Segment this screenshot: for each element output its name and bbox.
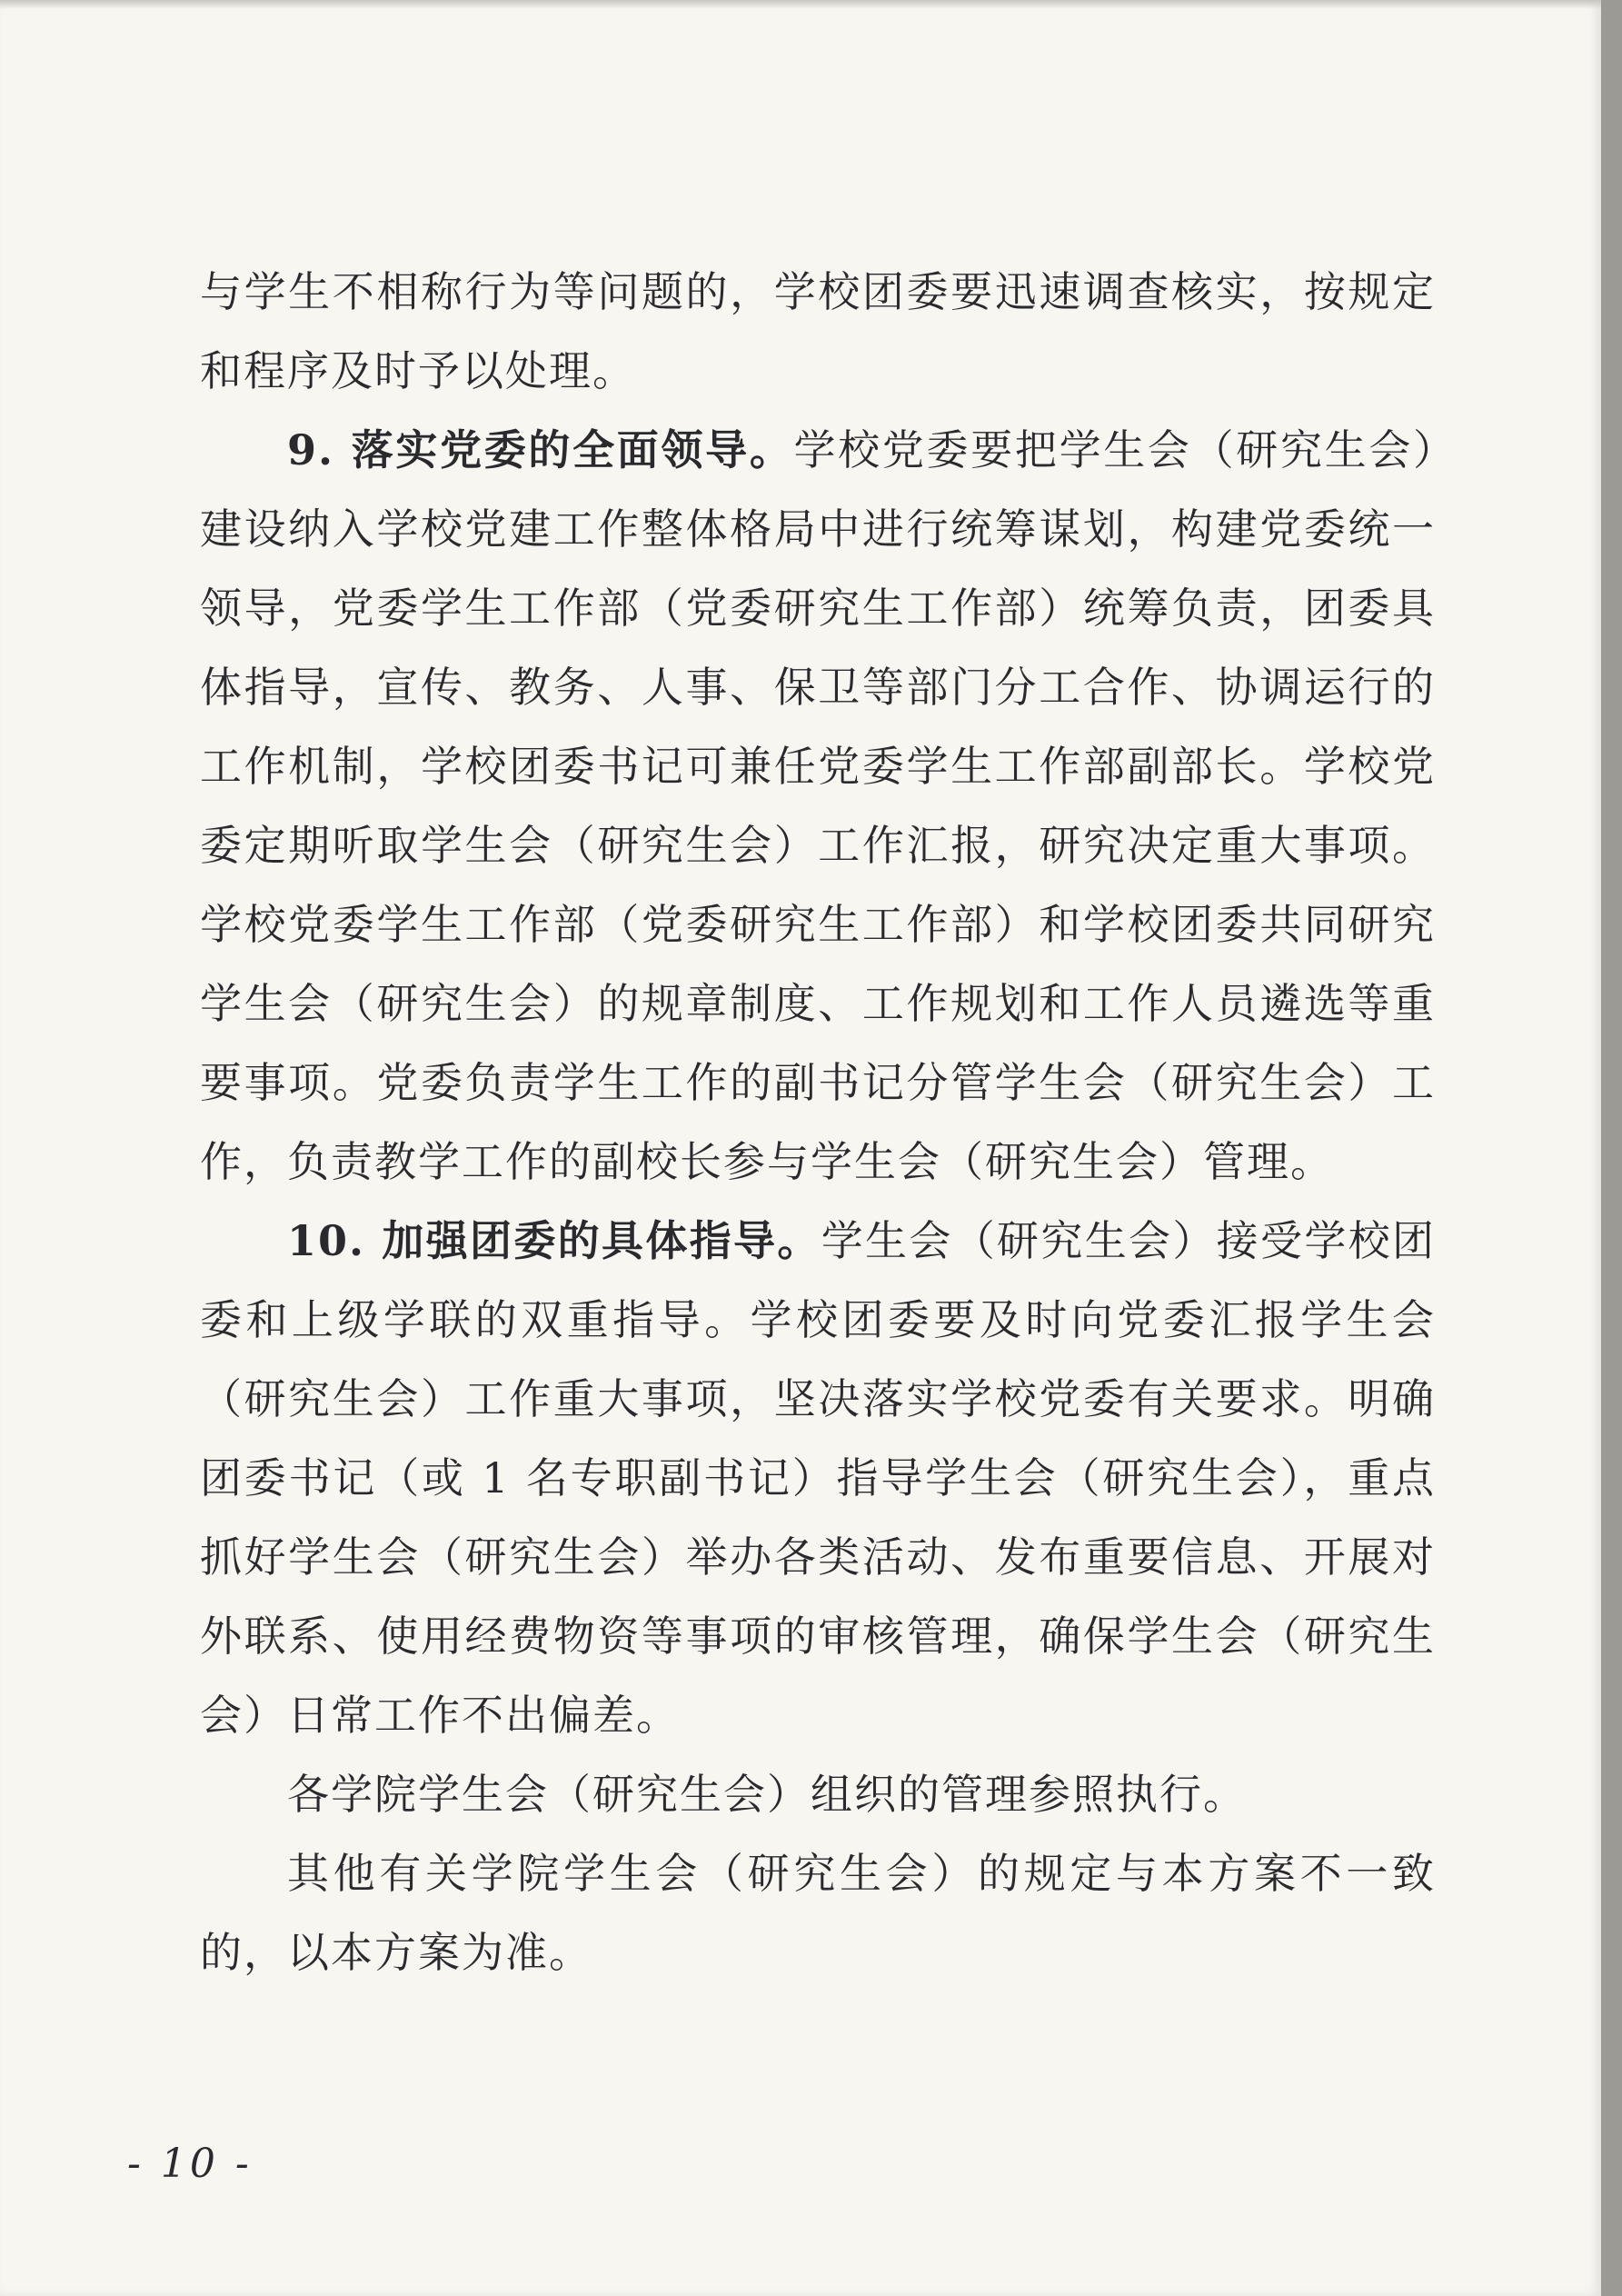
paragraph-item-10 xyxy=(200,1202,1436,1755)
paragraph-text: 学校党委要把学生会（研究生会）建设纳入学校党建工作整体格局中进行统筹谋划，构建党委统一领导，党委学生工作部（党委研究生工作部）统筹负责，团委具体指导，宣传、教务、人事、保卫等部门分工合作、协调运行的工作机制，学校团委书记可兼任党委学生工作部副部长。学校党委定期听取学生会（研究生会）工作汇报，研究决定重大事项。学校党委学生工作部（党委研究生工作部）和学校团委共同研究学生会（研究生会）的规章制度、工作规划和工作人员遴选等重要事项。党委负责学生工作的副书记分管学生会（研究生会）工作，负责教学工作的副校长参与学生会（研究生会）管理。 xyxy=(200,425,1436,1186)
body-text xyxy=(200,253,1436,1992)
paragraph-text: 与学生不相称行为等问题的，学校团委要迅速调查核实，按规定和程序及时予以处理。 xyxy=(200,267,1436,395)
paragraph-heading: 10. 加强团委的具体指导。 xyxy=(287,1216,821,1265)
paragraph-text: 学生会（研究生会）接受学校团委和上级学联的双重指导。学校团委要及时向党委汇报学生会（研究生会）工作重大事项，坚决落实学校党委有关要求。明确团委书记（或 1 名专职副书记）指导学生会（研究生会），重点抓好学生会（研究生会）举办各类活动、发布重要信息、开展对外联系、使用经费物资等事项的审核管理，确保学生会（研究生会）日常工作不出偏差。 xyxy=(200,1216,1437,1740)
paragraph-heading: 9. 落实党委的全面领导。 xyxy=(287,425,794,474)
paragraph-item-9 xyxy=(200,411,1436,1202)
paragraph-text: 各学院学生会（研究生会）组织的管理参照执行。 xyxy=(287,1770,1247,1819)
paragraph-text: 其他有关学院学生会（研究生会）的规定与本方案不一致的，以本方案为准。 xyxy=(200,1849,1436,1977)
paragraph-continuation xyxy=(200,253,1436,411)
paragraph-college-note xyxy=(200,1755,1436,1834)
paragraph-final-note xyxy=(200,1834,1436,1992)
page-number: - 10 - xyxy=(127,2141,253,2187)
